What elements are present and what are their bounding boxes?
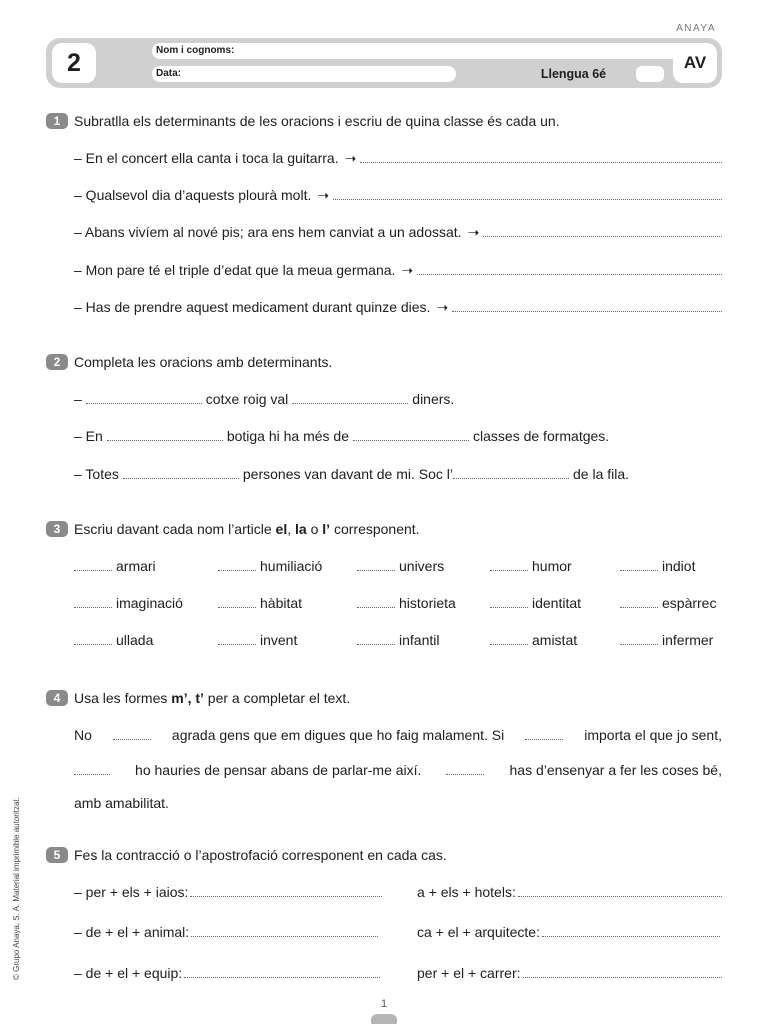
arrow-icon: ➝ (436, 299, 449, 315)
arrow-icon: ➝ (317, 187, 330, 203)
answer-blank[interactable] (620, 559, 658, 571)
subject-label: Llengua 6é (540, 67, 607, 81)
exercise-line (74, 428, 609, 444)
date-field[interactable]: Data: (152, 66, 456, 82)
forms-highlight: m’, t’ (171, 690, 204, 706)
answer-blank[interactable] (417, 263, 722, 275)
answer-blank[interactable] (357, 559, 395, 571)
question-2 (46, 354, 332, 370)
article-item (357, 595, 456, 611)
contraction-item (74, 884, 382, 900)
page-tab (371, 1014, 397, 1024)
answer-blank[interactable] (490, 596, 528, 608)
contraction-item (417, 924, 720, 940)
question-number: 1 (46, 113, 68, 129)
sentence: – En el concert ella canta i toca la guitarra. (74, 150, 339, 166)
answer-blank[interactable] (74, 763, 110, 775)
noun: invent (260, 632, 298, 648)
answer-blank[interactable] (357, 596, 395, 608)
article-item (218, 558, 322, 574)
article-item (74, 632, 153, 648)
sentence: – Has de prendre aquest medicament durant quinze dies. (74, 299, 431, 315)
noun: historieta (399, 595, 456, 611)
article-item (218, 632, 297, 648)
answer-blank[interactable] (191, 925, 378, 937)
unit-number: 2 (52, 43, 96, 83)
sentence-part: de la fila. (573, 466, 630, 482)
answer-blank[interactable] (523, 966, 723, 978)
sentence-part: persones van davant de mi. Soc l’ (242, 466, 454, 482)
copyright-notice: © Grupo Anaya, S. A. Material imprimible autoritzat. (12, 797, 21, 980)
answer-blank[interactable] (525, 728, 563, 740)
text-part: amb amabilitat. (74, 795, 169, 811)
noun: identitat (532, 595, 582, 611)
instruction-text: o (306, 521, 323, 537)
noun: espàrrec (662, 595, 717, 611)
exercise-line (74, 150, 722, 167)
article-item (620, 595, 716, 611)
answer-blank[interactable] (620, 596, 658, 608)
noun: humor (532, 558, 572, 574)
question-instruction: Completa les oracions amb determinants. (74, 354, 333, 370)
answer-blank[interactable] (218, 596, 256, 608)
answer-blank[interactable] (518, 885, 722, 897)
exercise-line (74, 224, 722, 241)
article-item (218, 595, 302, 611)
sentence-part: cotxe roig val (205, 391, 289, 407)
answer-blank[interactable] (74, 633, 112, 645)
noun: ullada (116, 632, 154, 648)
paragraph-line (74, 795, 169, 811)
article-item (620, 558, 695, 574)
contraction-prompt: per + el + carrer: (417, 965, 521, 981)
level-badge: AV (673, 43, 717, 83)
question-number: 3 (46, 521, 68, 537)
answer-blank[interactable] (490, 633, 528, 645)
answer-blank[interactable] (542, 925, 720, 937)
answer-blank[interactable] (357, 633, 395, 645)
question-number: 5 (46, 847, 68, 863)
name-field[interactable]: Nom i cognoms: (152, 43, 710, 59)
question-number: 2 (46, 354, 68, 370)
article-el: el (275, 521, 288, 537)
answer-blank[interactable] (333, 188, 722, 200)
article-item (490, 558, 572, 574)
answer-blank[interactable] (446, 763, 484, 775)
question-number: 4 (46, 690, 68, 706)
contraction-prompt: – de + el + animal: (74, 924, 190, 940)
sentence-part: – (74, 391, 82, 407)
answer-blank[interactable] (353, 429, 469, 441)
noun: hàbitat (260, 595, 303, 611)
article-item (74, 595, 183, 611)
instruction-text: corresponent. (330, 521, 420, 537)
answer-blank[interactable] (184, 966, 380, 978)
instruction-text: Usa les formes (74, 690, 172, 706)
text-part: importa el que jo sent, (584, 727, 722, 743)
question-3 (46, 521, 420, 537)
noun: infantil (399, 632, 440, 648)
exercise-line (74, 466, 629, 482)
answer-blank[interactable] (360, 151, 722, 163)
answer-blank[interactable] (113, 728, 151, 740)
answer-blank[interactable] (74, 596, 112, 608)
exercise-line (74, 262, 722, 279)
answer-blank[interactable] (218, 633, 256, 645)
noun: armari (116, 558, 156, 574)
question-5 (46, 847, 447, 863)
paragraph-line (74, 762, 722, 778)
noun: indiot (662, 558, 696, 574)
question-4 (46, 690, 350, 706)
paragraph-line (74, 727, 722, 743)
noun: univers (399, 558, 445, 574)
worksheet-header (46, 38, 722, 88)
arrow-icon: ➝ (344, 150, 357, 166)
text-part: agrada gens que em digues que ho faig malament. Si (171, 727, 505, 743)
answer-blank[interactable] (86, 392, 202, 404)
contraction-item (417, 884, 722, 900)
page-number: 1 (380, 998, 388, 1010)
sentence-part: classes de formatges. (473, 428, 610, 444)
question-1 (46, 113, 560, 129)
article-item (490, 632, 577, 648)
contraction-item (74, 924, 378, 940)
sentence-part: botiga hi ha més de (226, 428, 350, 444)
answer-blank[interactable] (490, 559, 528, 571)
instruction-text: Escriu davant cada nom l’article (74, 521, 276, 537)
contraction-item (74, 965, 380, 981)
contraction-prompt: a + els + hotels: (417, 884, 516, 900)
exercise-line (74, 187, 722, 204)
contraction-prompt: ca + el + arquitecte: (417, 924, 540, 940)
publisher-logo: ANAYA (676, 23, 716, 34)
extra-field[interactable] (636, 66, 664, 82)
answer-blank[interactable] (190, 885, 382, 897)
answer-blank[interactable] (292, 392, 408, 404)
answer-blank[interactable] (123, 467, 239, 479)
contraction-prompt: – de + el + equip: (74, 965, 183, 981)
answer-blank[interactable] (483, 225, 722, 237)
instruction-text: , (287, 521, 296, 537)
noun: imaginació (116, 595, 183, 611)
answer-blank[interactable] (107, 429, 223, 441)
article-la: la (295, 521, 307, 537)
text-part: No (74, 727, 92, 743)
exercise-line (74, 299, 722, 316)
answer-blank[interactable] (218, 559, 256, 571)
question-instruction: Fes la contracció o l’apostrofació corresponent en cada cas. (74, 847, 447, 863)
question-instruction: Subratlla els determinants de les oracions i escriu de quina classe és cada un. (74, 113, 560, 129)
sentence-part: – En (74, 428, 103, 444)
contraction-prompt: – per + els + iaios: (74, 884, 189, 900)
sentence-part: diners. (412, 391, 455, 407)
article-item (74, 558, 156, 574)
sentence: – Qualsevol dia d’aquests plourà molt. (74, 187, 312, 203)
noun: humiliació (260, 558, 323, 574)
noun: amistat (532, 632, 578, 648)
arrow-icon: ➝ (401, 262, 414, 278)
article-item (357, 632, 439, 648)
article-item (620, 632, 713, 648)
answer-blank[interactable] (452, 300, 722, 312)
sentence: – Mon pare té el triple d’edat que la meua germana. (74, 262, 396, 278)
answer-blank[interactable] (620, 633, 658, 645)
exercise-line (74, 391, 454, 407)
answer-blank[interactable] (453, 467, 569, 479)
sentence-part: – Totes (74, 466, 119, 482)
answer-blank[interactable] (74, 559, 112, 571)
article-item (490, 595, 581, 611)
contraction-item (417, 965, 722, 981)
text-part: has d’ensenyar a fer les coses bé, (509, 762, 722, 778)
instruction-text: per a completar el text. (203, 690, 351, 706)
sentence: – Abans vivíem al nové pis; ara ens hem canviat a un adossat. (74, 224, 462, 240)
noun: infermer (662, 632, 714, 648)
article-item (357, 558, 444, 574)
article-l: l’ (322, 521, 331, 537)
arrow-icon: ➝ (467, 224, 480, 240)
text-part: ho hauries de pensar abans de parlar-me així. (135, 762, 422, 778)
